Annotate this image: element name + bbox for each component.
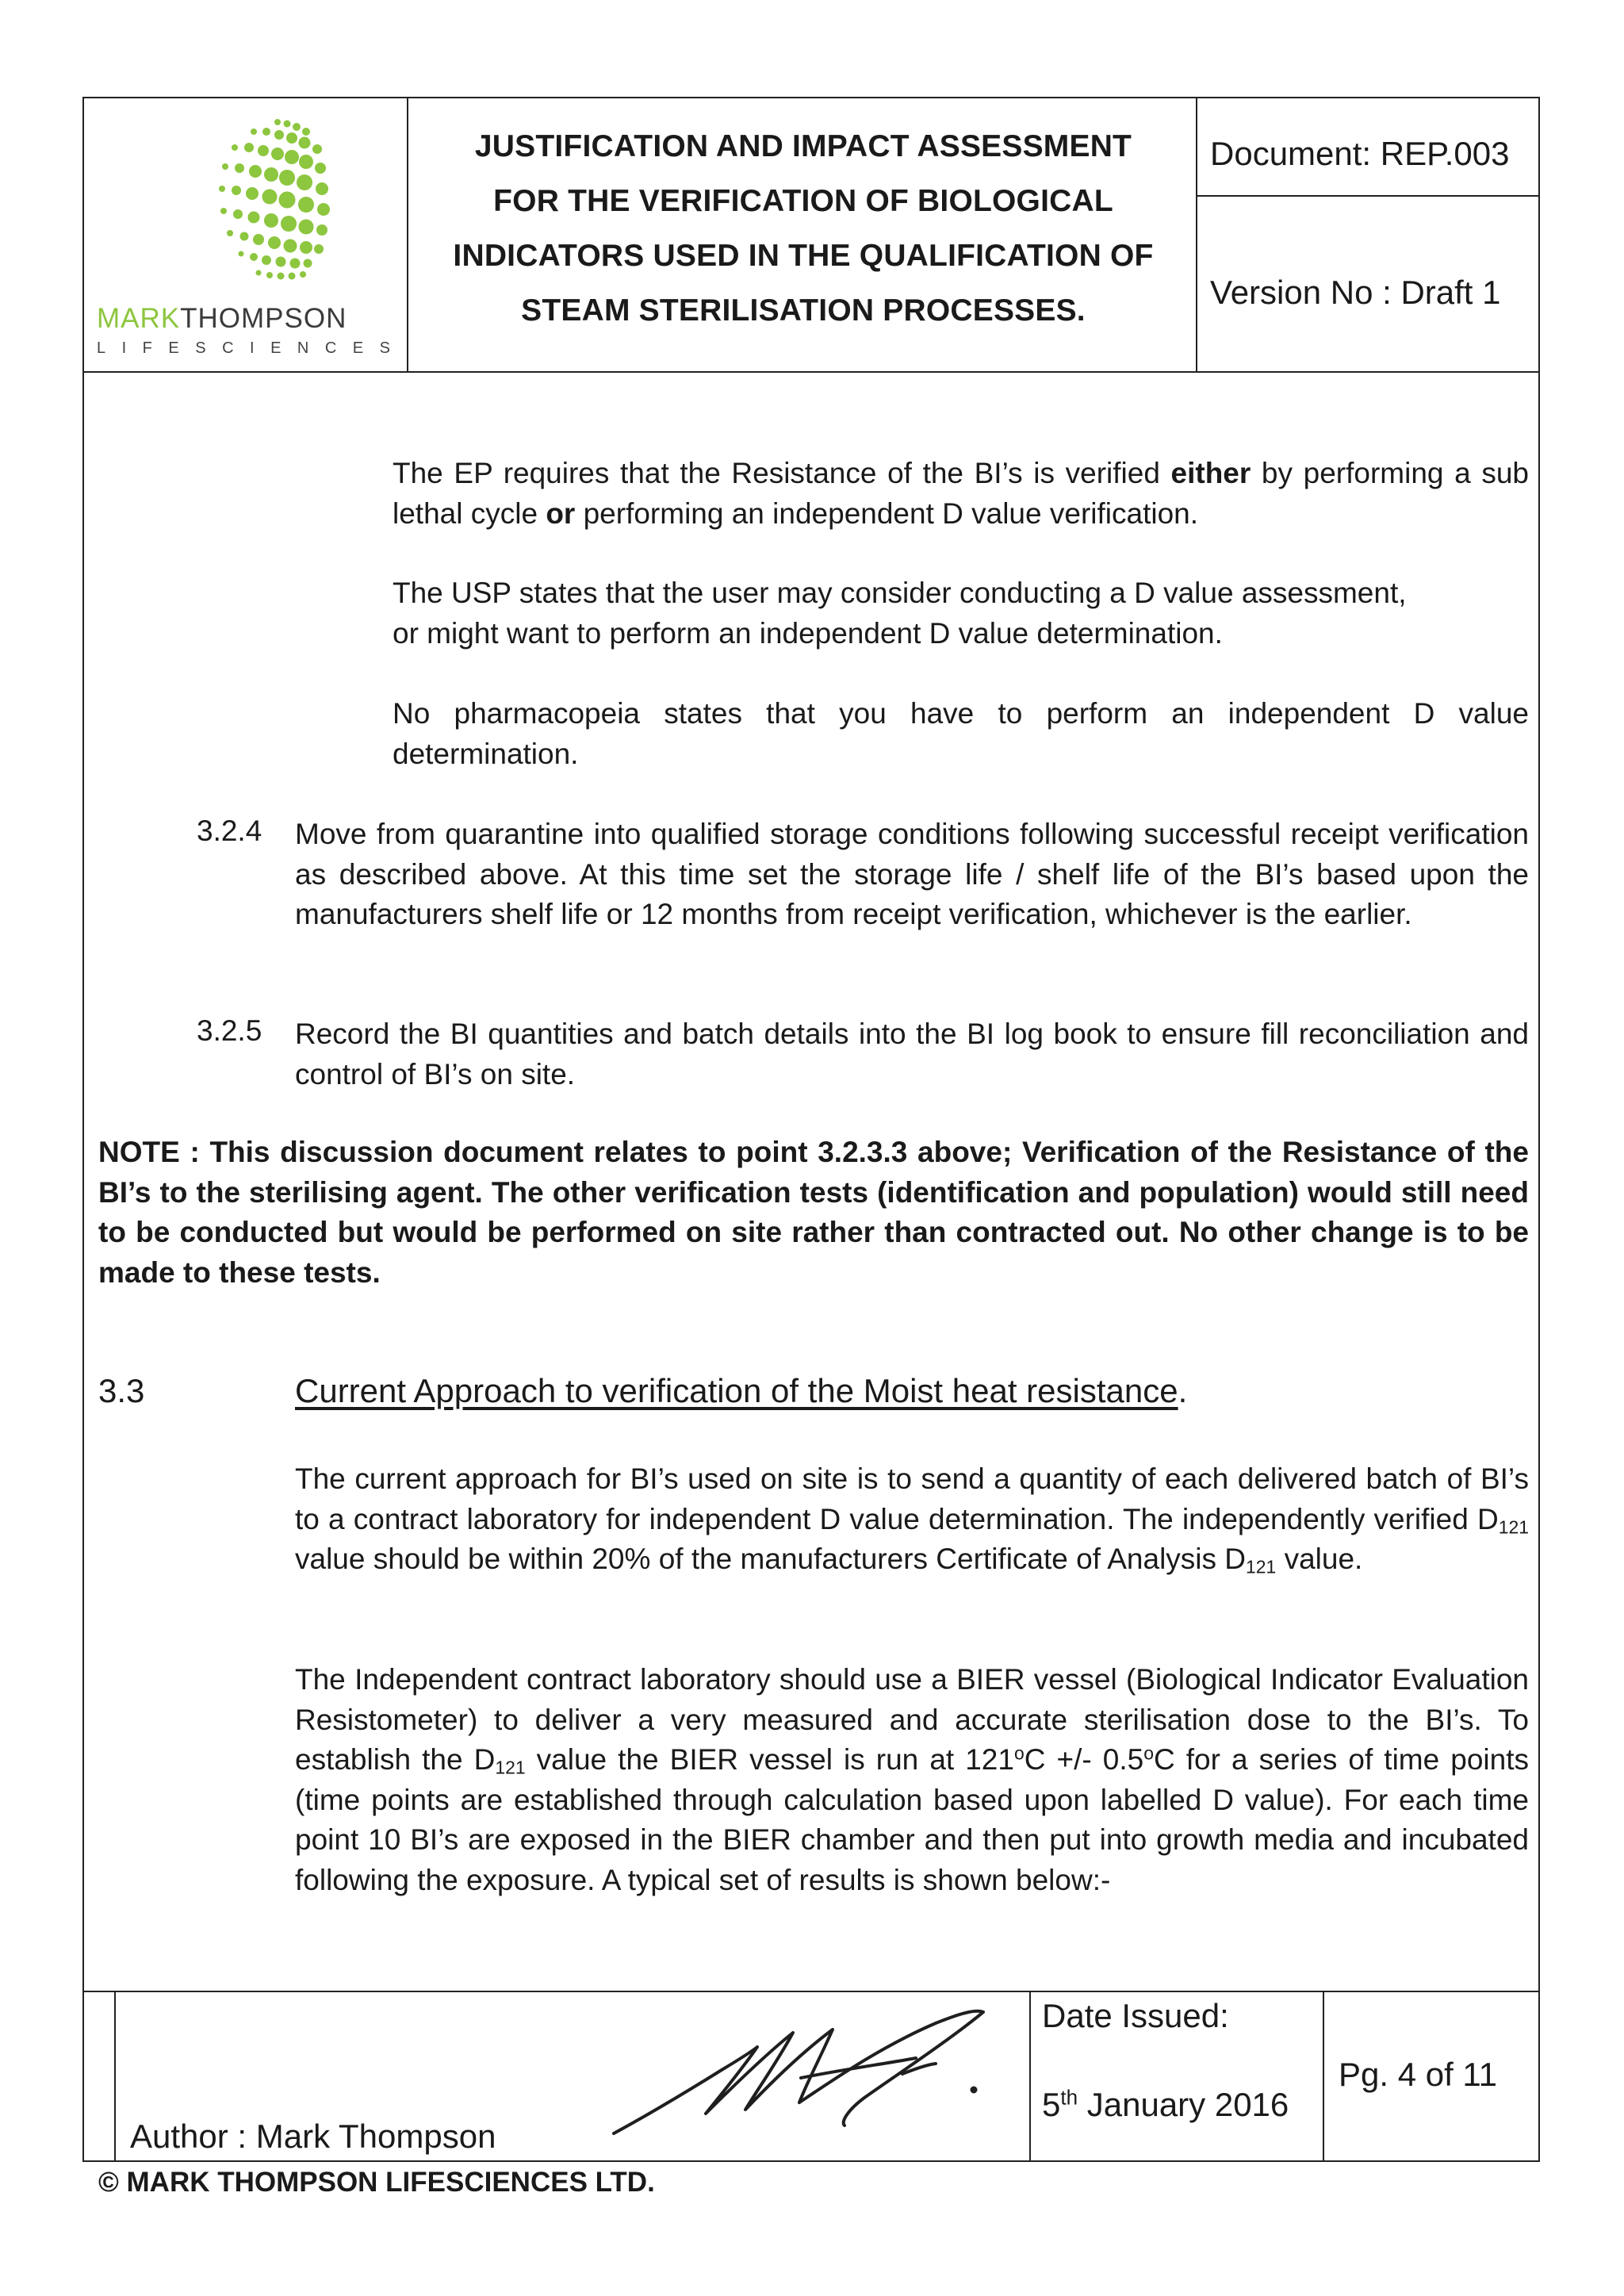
title-line-4: STEAM STERILISATION PROCESSES. (521, 293, 1086, 328)
item-325-text: Record the BI quantities and batch details into the BI log book to ensure fill reconciliation and control of BI’s on site. (295, 1018, 1529, 1091)
document-number: Document: REP.003 (1210, 135, 1510, 172)
copyright-notice: © MARK THOMPSON LIFESCIENCES LTD. (98, 2167, 655, 2198)
logo-word-thompson: THOMPSON (180, 303, 347, 334)
footer-divider-right (1323, 1991, 1324, 2162)
footer-top-rule (82, 1991, 1540, 1992)
logo-word-mark: MARK (97, 303, 181, 334)
footer-divider-mid (1029, 1991, 1031, 2162)
footer-divider-left (114, 1991, 116, 2162)
company-logo-globe-icon (159, 111, 341, 293)
note-paragraph: NOTE : This discussion document relates to point 3.2.3.3 above; Verification of the Resistance of the BI’s to the sterilising agent. The other verification tests (identification and population) would still need to be conducted but would be performed on site rather than contracted out. No other change is to be made to these tests. (98, 1136, 1529, 1289)
title-line-3: INDICATORS USED IN THE QUALIFICATION OF (453, 239, 1154, 273)
header-bottom-rule (82, 371, 1540, 373)
author-label: Author : Mark Thompson (130, 2118, 496, 2155)
date-issued-value: 5th January 2016 (1042, 2085, 1289, 2123)
title-line-1: JUSTIFICATION AND IMPACT ASSESSMENT (474, 129, 1132, 163)
ep-paragraph: The EP requires that the Resistance of the BI’s is verified either by performing a sub lethal cycle or performing an independent D value verification. (393, 457, 1529, 530)
usp-line-1: The USP states that the user may consider conducting a D value assessment, (393, 577, 1407, 609)
bier-paragraph: The Independent contract laboratory should use a BIER vessel (Biological Indicator Evaluation Resistometer) to deliver a very measured and accurate sterilisation dose to the BI’s. To establish the $D_{121}$ value the BIER vessel is run at $121^oC$ +/- 0.5$^o$C for a series of time points (time points are established through calculation based upon labelled D value). For each time point 10 BI’s are exposed in the BIER chamber and then put into growth media and incubated following the exposure. A typical set of results is shown below:- (295, 1663, 1529, 1896)
item-324-text: Move from quarantine into qualified storage conditions following successful receipt verification as described above. At this time set the storage life / shelf life of the BI’s based upon the manufacturers shelf life or 12 months from receipt verification, whichever is the earlier. (295, 818, 1529, 930)
item-324-number: 3.2.4 (197, 815, 262, 847)
date-issued-label: Date Issued: (1042, 1997, 1229, 2034)
header-divider-left (407, 97, 408, 373)
title-line-2: FOR THE VERIFICATION OF BIOLOGICAL (493, 184, 1113, 218)
section-title: Current Approach to verification of the Moist heat resistance. (295, 1372, 1188, 1409)
logo-wordmark (97, 303, 398, 335)
logo-subtext: LIFESCIENCES (97, 339, 407, 357)
usp-paragraph (393, 573, 1529, 654)
header-document-rule (1196, 195, 1540, 197)
document-title (409, 119, 1197, 338)
author-signature-icon (603, 1995, 1015, 2153)
item-325-number: 3.2.5 (197, 1014, 262, 1047)
usp-line-2: or might want to perform an independent D value determination. (393, 616, 1223, 650)
page-number: Pg. 4 of 11 (1339, 2056, 1498, 2093)
pharmacopeia-paragraph: No pharmacopeia states that you have to perform an independent D value determination. (393, 697, 1529, 770)
version-number: Version No : Draft 1 (1210, 274, 1501, 311)
current-approach-paragraph: The current approach for BI’s used on site is to send a quantity of each delivered batch of BI’s to a contract laboratory for independent D value determination. The independently verified $D_{121}$ value should be within 20% of the manufacturers Certificate of Analysis $D_{121}$ value. (295, 1462, 1529, 1577)
section-number: 3.3 (98, 1372, 145, 1409)
